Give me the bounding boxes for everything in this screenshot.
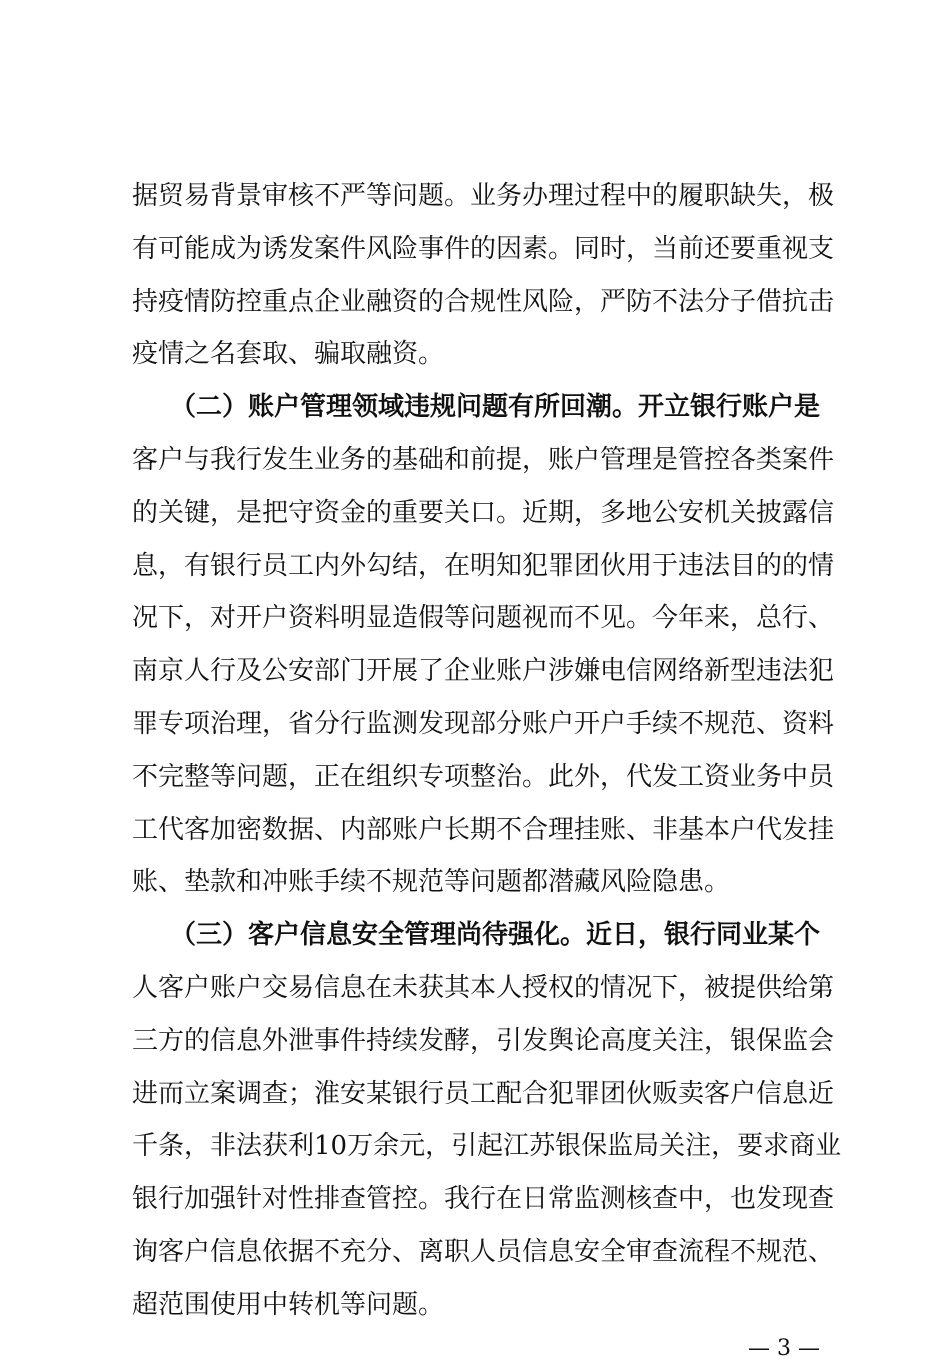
text-line (0, 757, 950, 797)
text-line (0, 1021, 950, 1061)
section-heading-line: （二）账户管理领域违规问题有所回潮。开立银行账户是 (170, 392, 821, 423)
line-text: 南京人行及公安部门开展了企业账户涉嫌电信网络新型违法犯 (132, 656, 835, 687)
line-text: 进而立案调查；淮安某银行员工配合犯罪团伙贩卖客户信息近 (132, 1078, 835, 1109)
text-line (0, 704, 950, 744)
line-text: 工代客加密数据、内部账户长期不合理挂账、非基本户代发挂 (132, 814, 835, 845)
text-line (0, 1232, 950, 1272)
line-text: 罪专项治理，省分行监测发现部分账户开户手续不规范、资料 (132, 709, 835, 739)
line-text: 三方的信息外泄事件持续发酵，引发舆论高度关注，银保监会 (132, 1025, 835, 1056)
line-text: 不完整等问题，正在组织专项整治。此外，代发工资业务中员 (132, 761, 835, 792)
line-text: 千条，非法获利10万余元，引起江苏银保监局关注，要求商业 (132, 1131, 842, 1162)
line-text: 的关键，是把守资金的重要关口。近期，多地公安机关披露信 (132, 497, 835, 528)
text-line (0, 282, 950, 322)
text-line (0, 334, 950, 374)
line-text: 银行加强针对性排查管控。我行在日常监测核查中，也发现查 (132, 1184, 835, 1215)
line-text: 有可能成为诱发案件风险事件的因素。同时，当前还要重视支 (132, 233, 835, 264)
line-text: 人客户账户交易信息在未获其本人授权的情况下，被提供给第 (132, 973, 835, 1003)
text-line (0, 1074, 950, 1114)
section-heading-line: （三）客户信息安全管理尚待强化。近日，银行同业某个 (170, 920, 821, 951)
text-line (0, 598, 950, 638)
line-text: 账、垫款和冲账手续不规范等问题都潜藏风险隐患。 (132, 867, 731, 898)
line-text: 客户与我行发生业务的基础和前提，账户管理是管控各类案件 (132, 445, 835, 475)
text-line (0, 440, 950, 480)
line-text: 询客户信息依据不充分、离职人员信息安全审查流程不规范、 (132, 1237, 835, 1267)
line-text: 超范围使用中转机等问题。 (132, 1289, 445, 1320)
text-line (0, 862, 950, 902)
text-line (0, 1126, 950, 1166)
line-text: 持疫情防控重点企业融资的合规性风险，严防不法分子借抗击 (132, 286, 835, 317)
text-line (0, 387, 950, 427)
text-line (0, 651, 950, 691)
text-line (0, 1179, 950, 1219)
text-line (0, 170, 950, 210)
text-line (0, 1285, 950, 1325)
line-text: 况下，对开户资料明显造假等问题视而不见。今年来，总行、 (132, 603, 835, 634)
text-line (0, 546, 950, 586)
page-number: — 3 — (748, 1335, 820, 1361)
text-line (0, 493, 950, 533)
line-text: 疫情之名套取、骗取融资。 (132, 339, 445, 370)
text-line (0, 810, 950, 850)
text-line (0, 968, 950, 1008)
text-line (0, 229, 950, 269)
text-line (0, 915, 950, 955)
line-text: 据贸易背景审核不严等问题。业务办理过程中的履职缺失，极 (132, 181, 835, 211)
line-text: 息，有银行员工内外勾结，在明知犯罪团伙用于违法目的的情 (132, 550, 835, 581)
